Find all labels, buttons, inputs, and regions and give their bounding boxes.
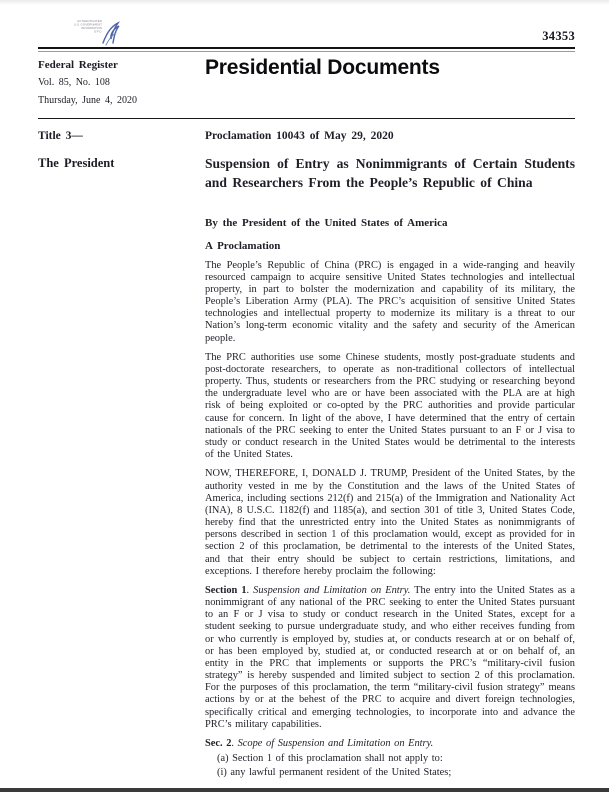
gpo-logo-line: INFORMATION: [81, 26, 102, 30]
masthead-rule: [38, 118, 575, 119]
sidebar: [38, 130, 205, 781]
paragraph-3: NOW, THEREFORE, I, DONALD J. TRUMP, President of the United States, by the authority vested in me by the Constitution and the laws of the United States of America, including sections 212(f) and 215(a) of the Immigration and Nationality Act (INA), 8 U.S.C. 1182(f) and 1185(a), and section 301 of title 3, United States Code, hereby find that the unrestricted entry into the United States as nonimmigrants of persons described in section 1 of this proclamation would, except as provided for in section 2 of this proclamation, be detrimental to the interests of the United States, and that their entry should be subject to certain restrictions, limitations, and exceptions. I therefore hereby proclaim the following:: [205, 468, 575, 577]
proclamation-heading: A Proclamation: [205, 239, 281, 252]
masthead: [38, 56, 575, 106]
gpo-eagle-icon: [100, 21, 122, 47]
gpo-logo-text: [70, 20, 102, 34]
section-2-label: Sec. 2: [205, 737, 232, 749]
president-label: The President: [38, 156, 115, 170]
masthead-left: [38, 59, 205, 106]
proclamation-title: Suspension of Entry as Nonimmigrants of Certain Students and Researchers From the People’s Republic of China: [205, 156, 575, 191]
title3-label: Title 3—: [38, 130, 83, 142]
section-2-heading: Scope of Suspension and Limitation on Entry.: [237, 737, 434, 749]
clause-i: (i) any lawful permanent resident of the United States;: [217, 767, 452, 779]
main-column: [205, 130, 575, 781]
page-number: 34353: [542, 29, 575, 43]
paragraph-2: The PRC authorities use some Chinese students, mostly post-graduate students and post-doctorate researchers, to operate as non-traditional collectors of intellectual property. Thus, students or researchers from the PRC studying or researching beyond the undergraduate level who are or have been associated with the PLA are at high risk of being exploited or co-opted by the PRC authorities and provide particular cause for concern. In light of the above, I have determined that the entry of certain nationals of the PRC seeking to enter the United States pursuant to an F or J visa to study or conduct research in the United States would be detrimental to the interests of the United States.: [205, 351, 575, 461]
byline: By the President of the United States of America: [205, 216, 448, 229]
viewer-bottom-edge: [0, 788, 609, 792]
section-title: Presidential Documents: [205, 56, 440, 79]
section-1-separator: .: [246, 584, 254, 596]
section-1-paragraph: [205, 585, 575, 731]
gpo-logo-abbr: GPO: [93, 30, 102, 34]
document-body: [38, 130, 575, 781]
section-2-line: [205, 738, 575, 750]
date-line: Thursday, June 4, 2020: [38, 95, 137, 106]
section-1-heading: Suspension and Limitation on Entry.: [253, 584, 411, 596]
proclamation-number-line: Proclamation 10043 of May 29, 2020: [205, 130, 394, 142]
gpo-authenticated-logo: [38, 20, 122, 46]
page-header: [38, 10, 575, 46]
gpo-logo-line: U.S. GOVERNMENT: [73, 23, 102, 27]
gpo-logo-line: AUTHENTICATED: [77, 20, 102, 23]
section-1-label: Section 1: [205, 584, 247, 596]
volume-line: Vol. 85, No. 108: [38, 77, 110, 88]
header-double-rule: [38, 47, 575, 52]
section-2-separator: .: [231, 737, 238, 749]
publication-name: Federal Register: [38, 59, 118, 71]
clause-a: (a) Section 1 of this proclamation shall not apply to:: [217, 753, 443, 765]
paragraph-1: The People’s Republic of China (PRC) is engaged in a wide-ranging and heavily resourced campaign to acquire sensitive United States technologies and intellectual property, in part to bolster the modernization and capability of its military, the People’s Liberation Army (PLA). The PRC’s acquisition of sensitive United States technologies and intellectual property to modernize its military is a threat to our Nation’s long-term economic vitality and the safety and security of the American people.: [205, 259, 575, 344]
page-top-edge: [0, 0, 609, 5]
section-1-text: The entry into the United States as a nonimmigrant of any national of the PRC seeking to enter the United States pursuant to an F or J visa to study or conduct research in the United States, except for a student seeking to pursue undergraduate study, and who either receives funding from or who currently is employed by, studies at, or conducts research at or on behalf of, or has been employed by, studied at, or conducted research at or on behalf of, an entity in the PRC that implements or supports the PRC’s “military-civil fusion strategy” is hereby suspended and limited subject to section 2 of this proclamation. For the purposes of this proclamation, the term “military-civil fusion strategy” means actions by or at the behest of the PRC to acquire and divert foreign technologies, specifically critical and emerging technologies, to incorporate into and advance the PRC’s military capabilities.: [205, 584, 575, 730]
